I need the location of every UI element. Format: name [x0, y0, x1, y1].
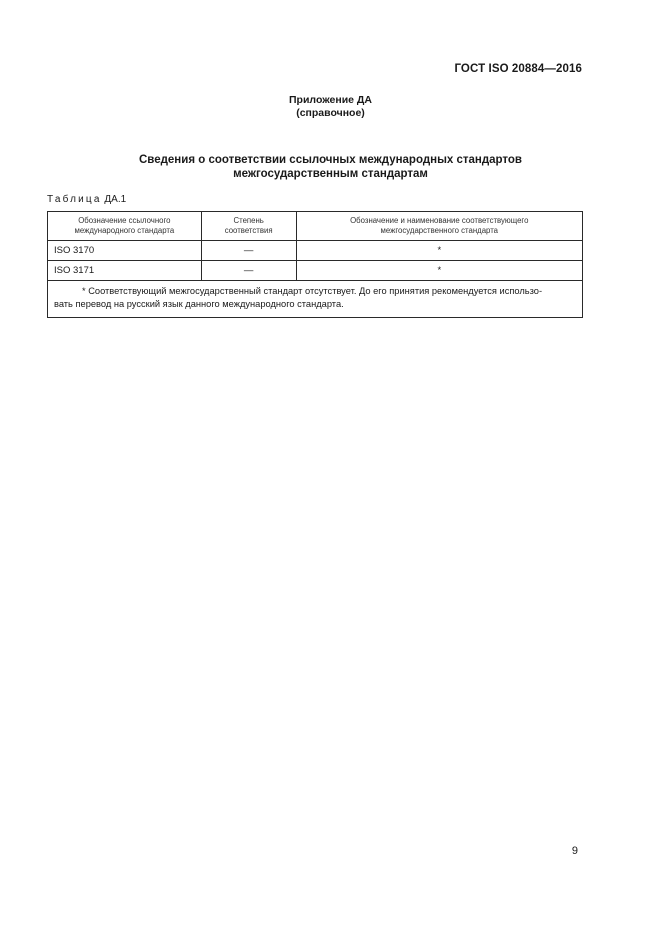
table-caption [47, 194, 126, 205]
document-code: ГОСТ ISO 20884—2016 [454, 63, 582, 75]
footnote-line2: вать перевод на русский язык данного международного стандарта. [54, 299, 344, 309]
table-caption-id: ДА.1 [104, 194, 127, 205]
table-caption-prefix: Таблица [47, 194, 102, 205]
column-header-degree-line1: Степень [233, 216, 264, 225]
table-footnote [48, 281, 583, 318]
column-header-standard-line2: международного стандарта [74, 226, 175, 235]
column-header-interstate-line1: Обозначение и наименование соответствующего [350, 216, 529, 225]
column-header-interstate [296, 212, 582, 241]
column-header-standard-line1: Обозначение ссылочного [78, 216, 171, 225]
column-header-standard [48, 212, 202, 241]
column-header-degree-line2: соответствия [224, 226, 273, 235]
cell-standard: ISO 3170 [48, 241, 202, 261]
correspondence-table [47, 211, 583, 318]
table-row [48, 261, 583, 281]
annex-heading [0, 94, 661, 120]
table-footnote-row [48, 281, 583, 318]
section-title-line2: межгосударственным стандартам [233, 168, 428, 180]
cell-degree: — [201, 241, 296, 261]
footnote-line1: * Соответствующий межгосударственный стандарт отсутствует. До его принятия рекомендуется использо- [82, 286, 543, 296]
annex-subtitle: (справочное) [296, 107, 365, 119]
column-header-interstate-line2: межгосударственного стандарта [380, 226, 499, 235]
page-number: 9 [571, 845, 578, 857]
table-row [48, 241, 583, 261]
table-header-row [48, 212, 583, 241]
cell-degree: — [201, 261, 296, 281]
cell-standard: ISO 3171 [48, 261, 202, 281]
section-title [0, 153, 661, 181]
section-title-line1: Сведения о соответствии ссылочных международных стандартов [138, 154, 522, 166]
annex-title: Приложение ДА [289, 94, 372, 106]
cell-interstate: * [296, 241, 582, 261]
column-header-degree [201, 212, 296, 241]
cell-interstate: * [296, 261, 582, 281]
